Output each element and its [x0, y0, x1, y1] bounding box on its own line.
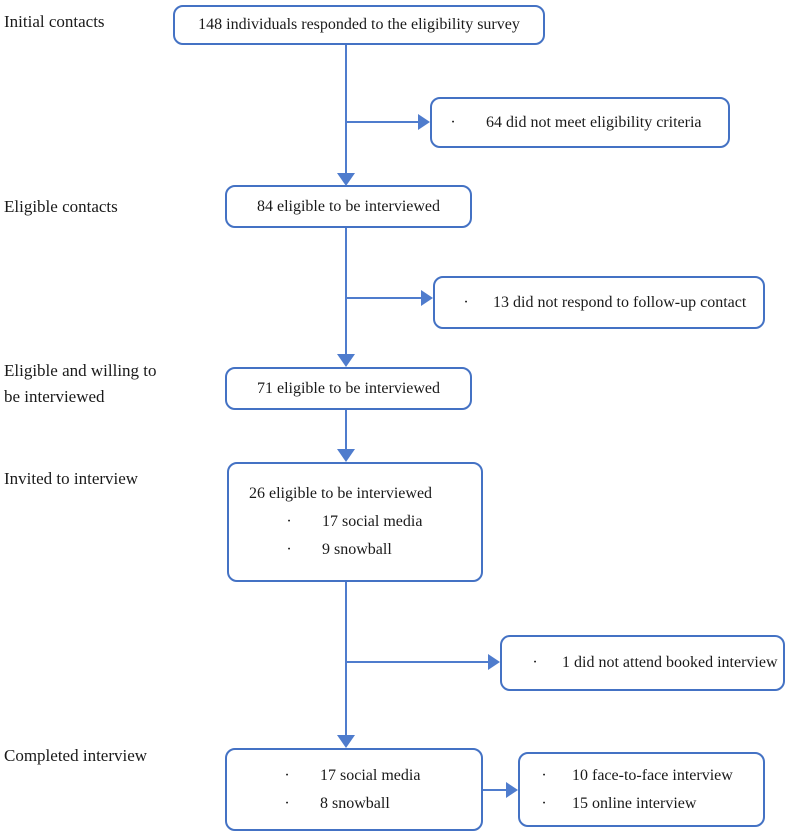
box-invited-item — [249, 508, 481, 536]
arrow-line-invited-to-completed — [345, 582, 347, 736]
box-willing — [225, 367, 472, 410]
box-responded-text: 148 individuals responded to the eligibility survey — [198, 16, 520, 33]
box-interview-modes-item-text: 15 online interview — [572, 794, 697, 812]
box-no-followup-text: 13 did not respond to follow-up contact — [493, 293, 747, 311]
bullet-icon: · — [463, 293, 469, 311]
box-invited-heading: 26 eligible to be interviewed — [249, 485, 433, 502]
arrow-head-right-icon — [506, 782, 518, 798]
box-completed-item — [282, 762, 481, 790]
bullet-icon: · — [284, 794, 290, 812]
bullet-icon: · — [541, 766, 547, 784]
stage-label-completed: Completed interview — [4, 746, 148, 765]
box-eligible-text: 84 eligible to be interviewed — [256, 197, 441, 215]
bullet-icon: · — [532, 654, 538, 671]
stage-label-initial-contacts: Initial contacts — [4, 12, 105, 31]
arrow-line-eligible-to-willing — [345, 228, 347, 355]
bullet-icon: · — [286, 513, 292, 530]
arrow-head-right-icon — [418, 114, 430, 130]
arrow-head-down-icon — [337, 173, 355, 186]
box-invited-item-text: 9 snowball — [322, 541, 392, 558]
arrow-head-right-icon — [488, 654, 500, 670]
box-completed-item-text: 8 snowball — [320, 794, 390, 812]
arrow-line-branch-no-followup — [346, 297, 421, 299]
arrow-line-completed-to-modes — [483, 789, 506, 791]
box-invited-item-text: 17 social media — [322, 513, 423, 530]
box-completed — [225, 748, 483, 831]
box-not-eligible-text: 64 did not meet eligibility criteria — [486, 113, 702, 131]
bullet-icon: · — [284, 766, 290, 784]
box-no-show — [500, 635, 785, 691]
box-responded — [173, 5, 545, 45]
arrow-head-down-icon — [337, 735, 355, 748]
box-interview-modes — [518, 752, 765, 827]
box-interview-modes-item — [539, 790, 763, 818]
arrow-line-branch-no-show — [347, 661, 488, 663]
arrow-line-willing-to-invited — [345, 410, 347, 450]
stage-label-eligible-willing-line2: be interviewed — [4, 387, 105, 406]
arrow-head-down-icon — [337, 449, 355, 462]
box-no-show-text: 1 did not attend booked interview — [562, 654, 778, 671]
stage-label-eligible-willing — [4, 358, 157, 410]
arrow-head-right-icon — [421, 290, 433, 306]
box-willing-text: 71 eligible to be interviewed — [256, 379, 441, 397]
arrow-line-branch-not-eligible — [346, 121, 418, 123]
bullet-icon: · — [286, 541, 292, 558]
box-interview-modes-item — [539, 762, 763, 790]
arrow-head-down-icon — [337, 354, 355, 367]
bullet-icon: · — [541, 794, 547, 812]
box-completed-item — [282, 790, 481, 818]
stage-label-eligible-contacts: Eligible contacts — [4, 197, 118, 216]
stage-label-eligible-willing-line1: Eligible and willing to — [4, 361, 157, 380]
box-invited-item — [249, 536, 481, 564]
box-eligible — [225, 185, 472, 228]
box-interview-modes-item-text: 10 face-to-face interview — [572, 766, 733, 784]
box-invited — [227, 462, 483, 582]
box-no-followup — [433, 276, 765, 329]
box-not-eligible — [430, 97, 730, 148]
stage-label-invited: Invited to interview — [4, 469, 139, 488]
arrow-line-responded-to-eligible — [345, 45, 347, 174]
box-completed-item-text: 17 social media — [320, 766, 421, 784]
bullet-icon: · — [450, 113, 456, 131]
